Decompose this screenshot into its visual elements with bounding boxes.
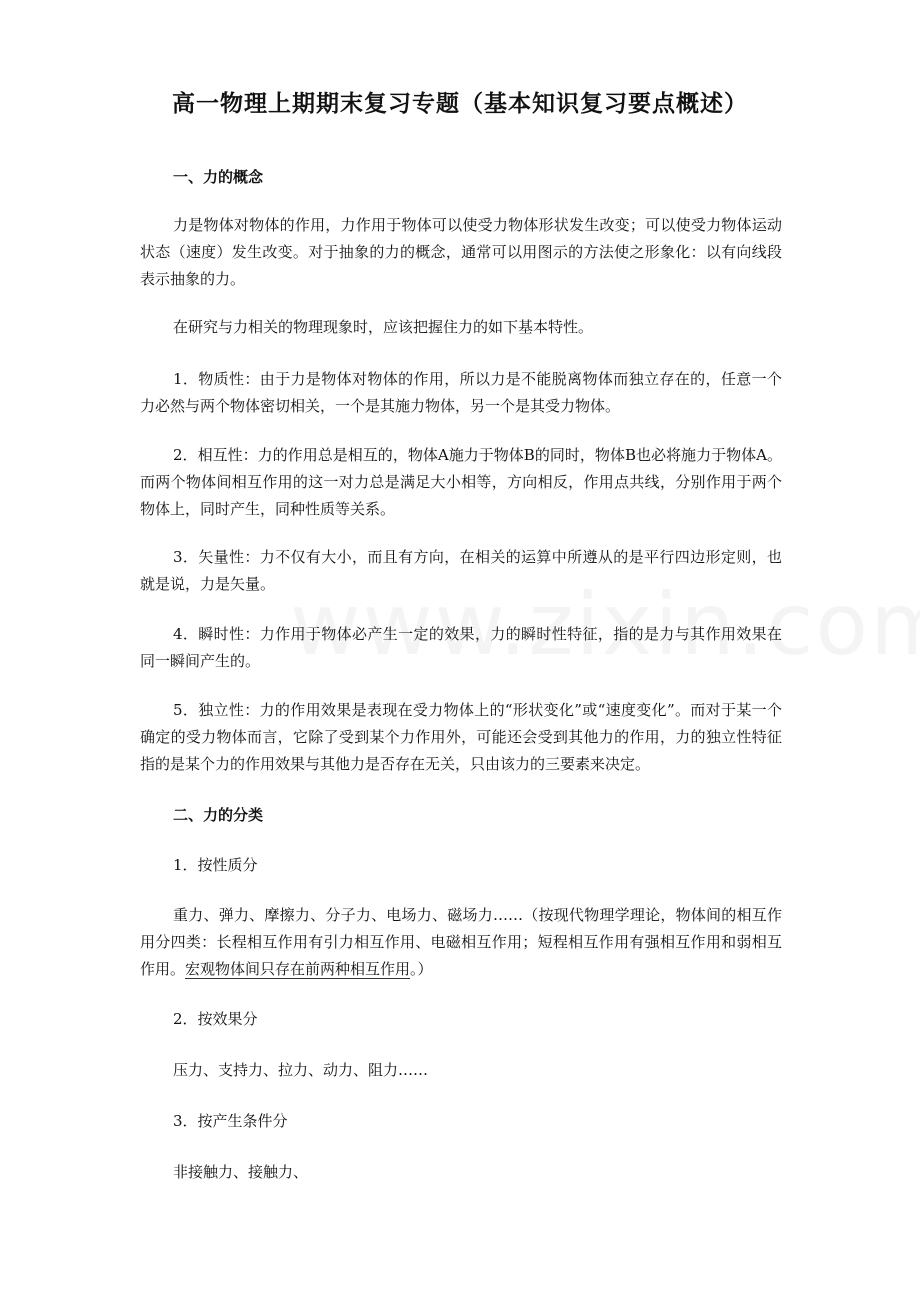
subheading-by-nature: 1．按性质分 — [173, 856, 258, 874]
by-nature-text: 重力、弹力、摩擦力、分子力、电场力、磁场力……（按现代物理学理论，物体间的相互作用分四类：长程相互作用有引力相互作用、电磁相互作用；短程相互作用有强相互作用和弱相互作用。 — [140, 906, 782, 978]
paragraph-by-condition: 非接触力、接触力、 — [173, 1163, 309, 1181]
paragraph-lead: 在研究与力相关的物理现象时，应该把握住力的如下基本特性。 — [173, 318, 594, 336]
paragraph-by-nature — [140, 902, 782, 983]
document-title: 高一物理上期期末复习专题（基本知识复习要点概述） — [172, 90, 748, 117]
subheading-by-condition: 3．按产生条件分 — [173, 1112, 288, 1130]
section-heading-concept: 一、力的概念 — [173, 168, 264, 186]
item-independence: 5．独立性：力的作用效果是表现在受力物体上的“形状变化”或“速度变化”。而对于某一个确定的受力物体而言，它除了受到某个力作用外，可能还会受到其他力的作用，力的独立性特征指的是某个力的作用效果与其他力是否存在无关，只由该力的三要素来决定。 — [140, 701, 782, 773]
item-instantaneity: 4．瞬时性：力作用于物体必产生一定的效果，力的瞬时性特征，指的是力与其作用效果在同一瞬间产生的。 — [140, 625, 782, 670]
paragraph-by-effect: 压力、支持力、拉力、动力、阻力…… — [173, 1061, 429, 1079]
section-heading-classification: 二、力的分类 — [173, 806, 264, 824]
item-mutuality: 2．相互性：力的作用总是相互的，物体A施力于物体B的同时，物体B也必将施力于物体A。而两个物体间相互作用的这一对力总是满足大小相等，方向相反，作用点共线，分别作用于两个物体上，同时产生，同种性质等关系。 — [140, 446, 782, 518]
paragraph-intro: 力是物体对物体的作用，力作用于物体可以使受力物体形状发生改变；可以使受力物体运动状态（速度）发生改变。对于抽象的力的概念，通常可以用图示的方法使之形象化：以有向线段表示抽象的力。 — [140, 216, 782, 288]
subheading-by-effect: 2．按效果分 — [173, 1010, 258, 1028]
by-nature-closing: 。） — [410, 960, 433, 978]
item-materiality: 1．物质性：由于力是物体对物体的作用，所以力是不能脱离物体而独立存在的，任意一个力必然与两个物体密切相关，一个是其施力物体，另一个是其受力物体。 — [140, 370, 782, 415]
item-vector: 3．矢量性：力不仅有大小，而且有方向，在相关的运算中所遵从的是平行四边形定则，也就是说，力是矢量。 — [140, 548, 782, 593]
underlined-text: 宏观物体间只存在前两种相互作用 — [185, 960, 411, 978]
